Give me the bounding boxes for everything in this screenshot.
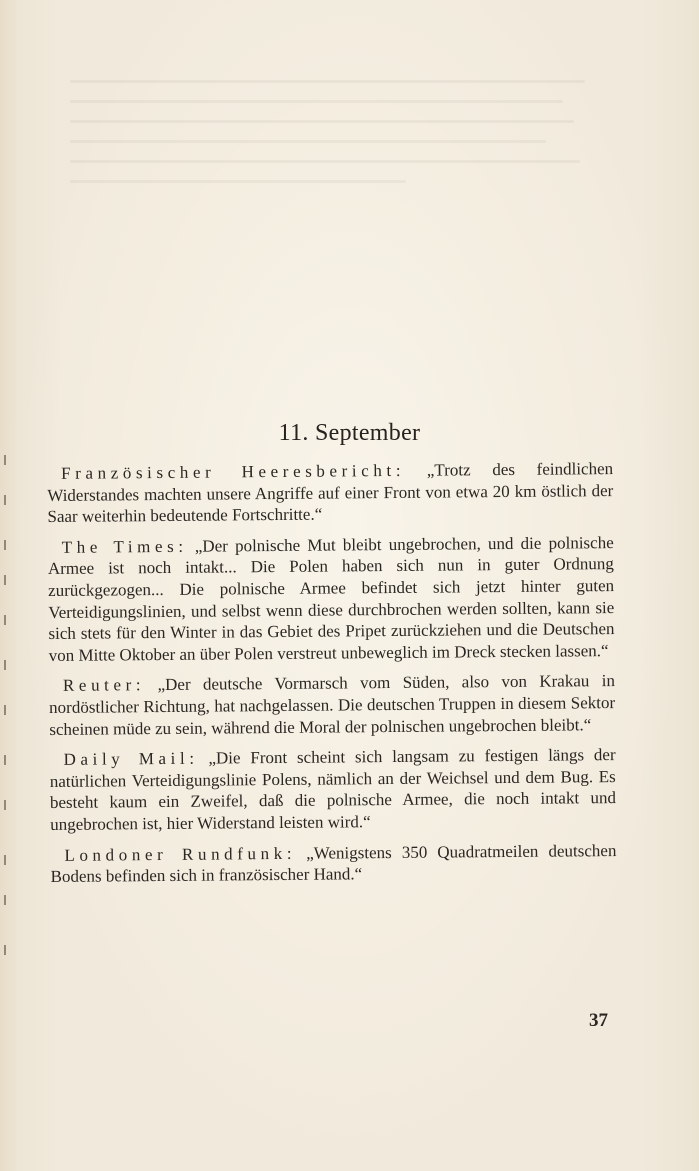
entry-paragraph bbox=[48, 532, 615, 666]
body-text bbox=[47, 458, 617, 897]
entry-text: „Die Front scheint sich langsam zu festigen längs der natürlichen Verteidigungslinie Polens, nämlich an der Weichsel und dem Bug. Es besteht kaum ein Zweifel, daß die polnische Armee, die noch intakt und ungebrochen ist, hier Widerstand leisten wird.“ bbox=[49, 745, 617, 834]
entry-text: „Der deutsche Vormarsch vom Süden, also von Krakau in nordöstlicher Richtung, hat nachgelassen. Die deutschen Truppen in diesem Sektor scheinen müde zu sein, während die Moral der polnischen ungebrochen bleibt.“ bbox=[49, 671, 616, 739]
entry-text: „Wenigstens 350 Quadratmeilen deutschen Bodens befinden sich in französischer Hand.“ bbox=[50, 840, 617, 887]
entry-source: Reuter: bbox=[62, 675, 146, 696]
entry-paragraph bbox=[50, 840, 616, 888]
entry-paragraph bbox=[47, 458, 614, 528]
chapter-heading: 11. September bbox=[278, 420, 421, 446]
entry-source: Londoner Rundfunk: bbox=[64, 843, 297, 865]
entry-paragraph bbox=[49, 744, 616, 835]
show-through-text bbox=[70, 80, 630, 280]
page-number: 37 bbox=[589, 1010, 608, 1031]
entry-source: The Times: bbox=[61, 536, 188, 557]
entry-source: Französischer Heeresbericht: bbox=[61, 460, 406, 483]
entry-source: Daily Mail: bbox=[63, 748, 199, 769]
entry-text: „Trotz des feindlichen Widerstandes machten unsere Angriffe auf einer Front von etwa 20 km östlich der Saar weiterhin bedeutende Fortschritte.“ bbox=[47, 459, 614, 527]
entry-text: „Der polnische Mut bleibt ungebrochen, und die polnische Armee ist noch intakt... Die Polen haben sich nun in guter Ordnung zurückgezogen... Die polnische Armee befindet sich jetzt hinter guten Verteidigungslinien, und selbst wenn diese durchbrochen werden sollten, kann sie sich stets für den Winter in das Gebiet des Pripet zurückziehen und die Deutschen von Mitte Oktober an über Polen verstreut unbeweglich im Dreck stecken lassen.“ bbox=[47, 532, 615, 665]
entry-paragraph bbox=[49, 670, 616, 740]
binding-edge-marks bbox=[2, 455, 10, 975]
